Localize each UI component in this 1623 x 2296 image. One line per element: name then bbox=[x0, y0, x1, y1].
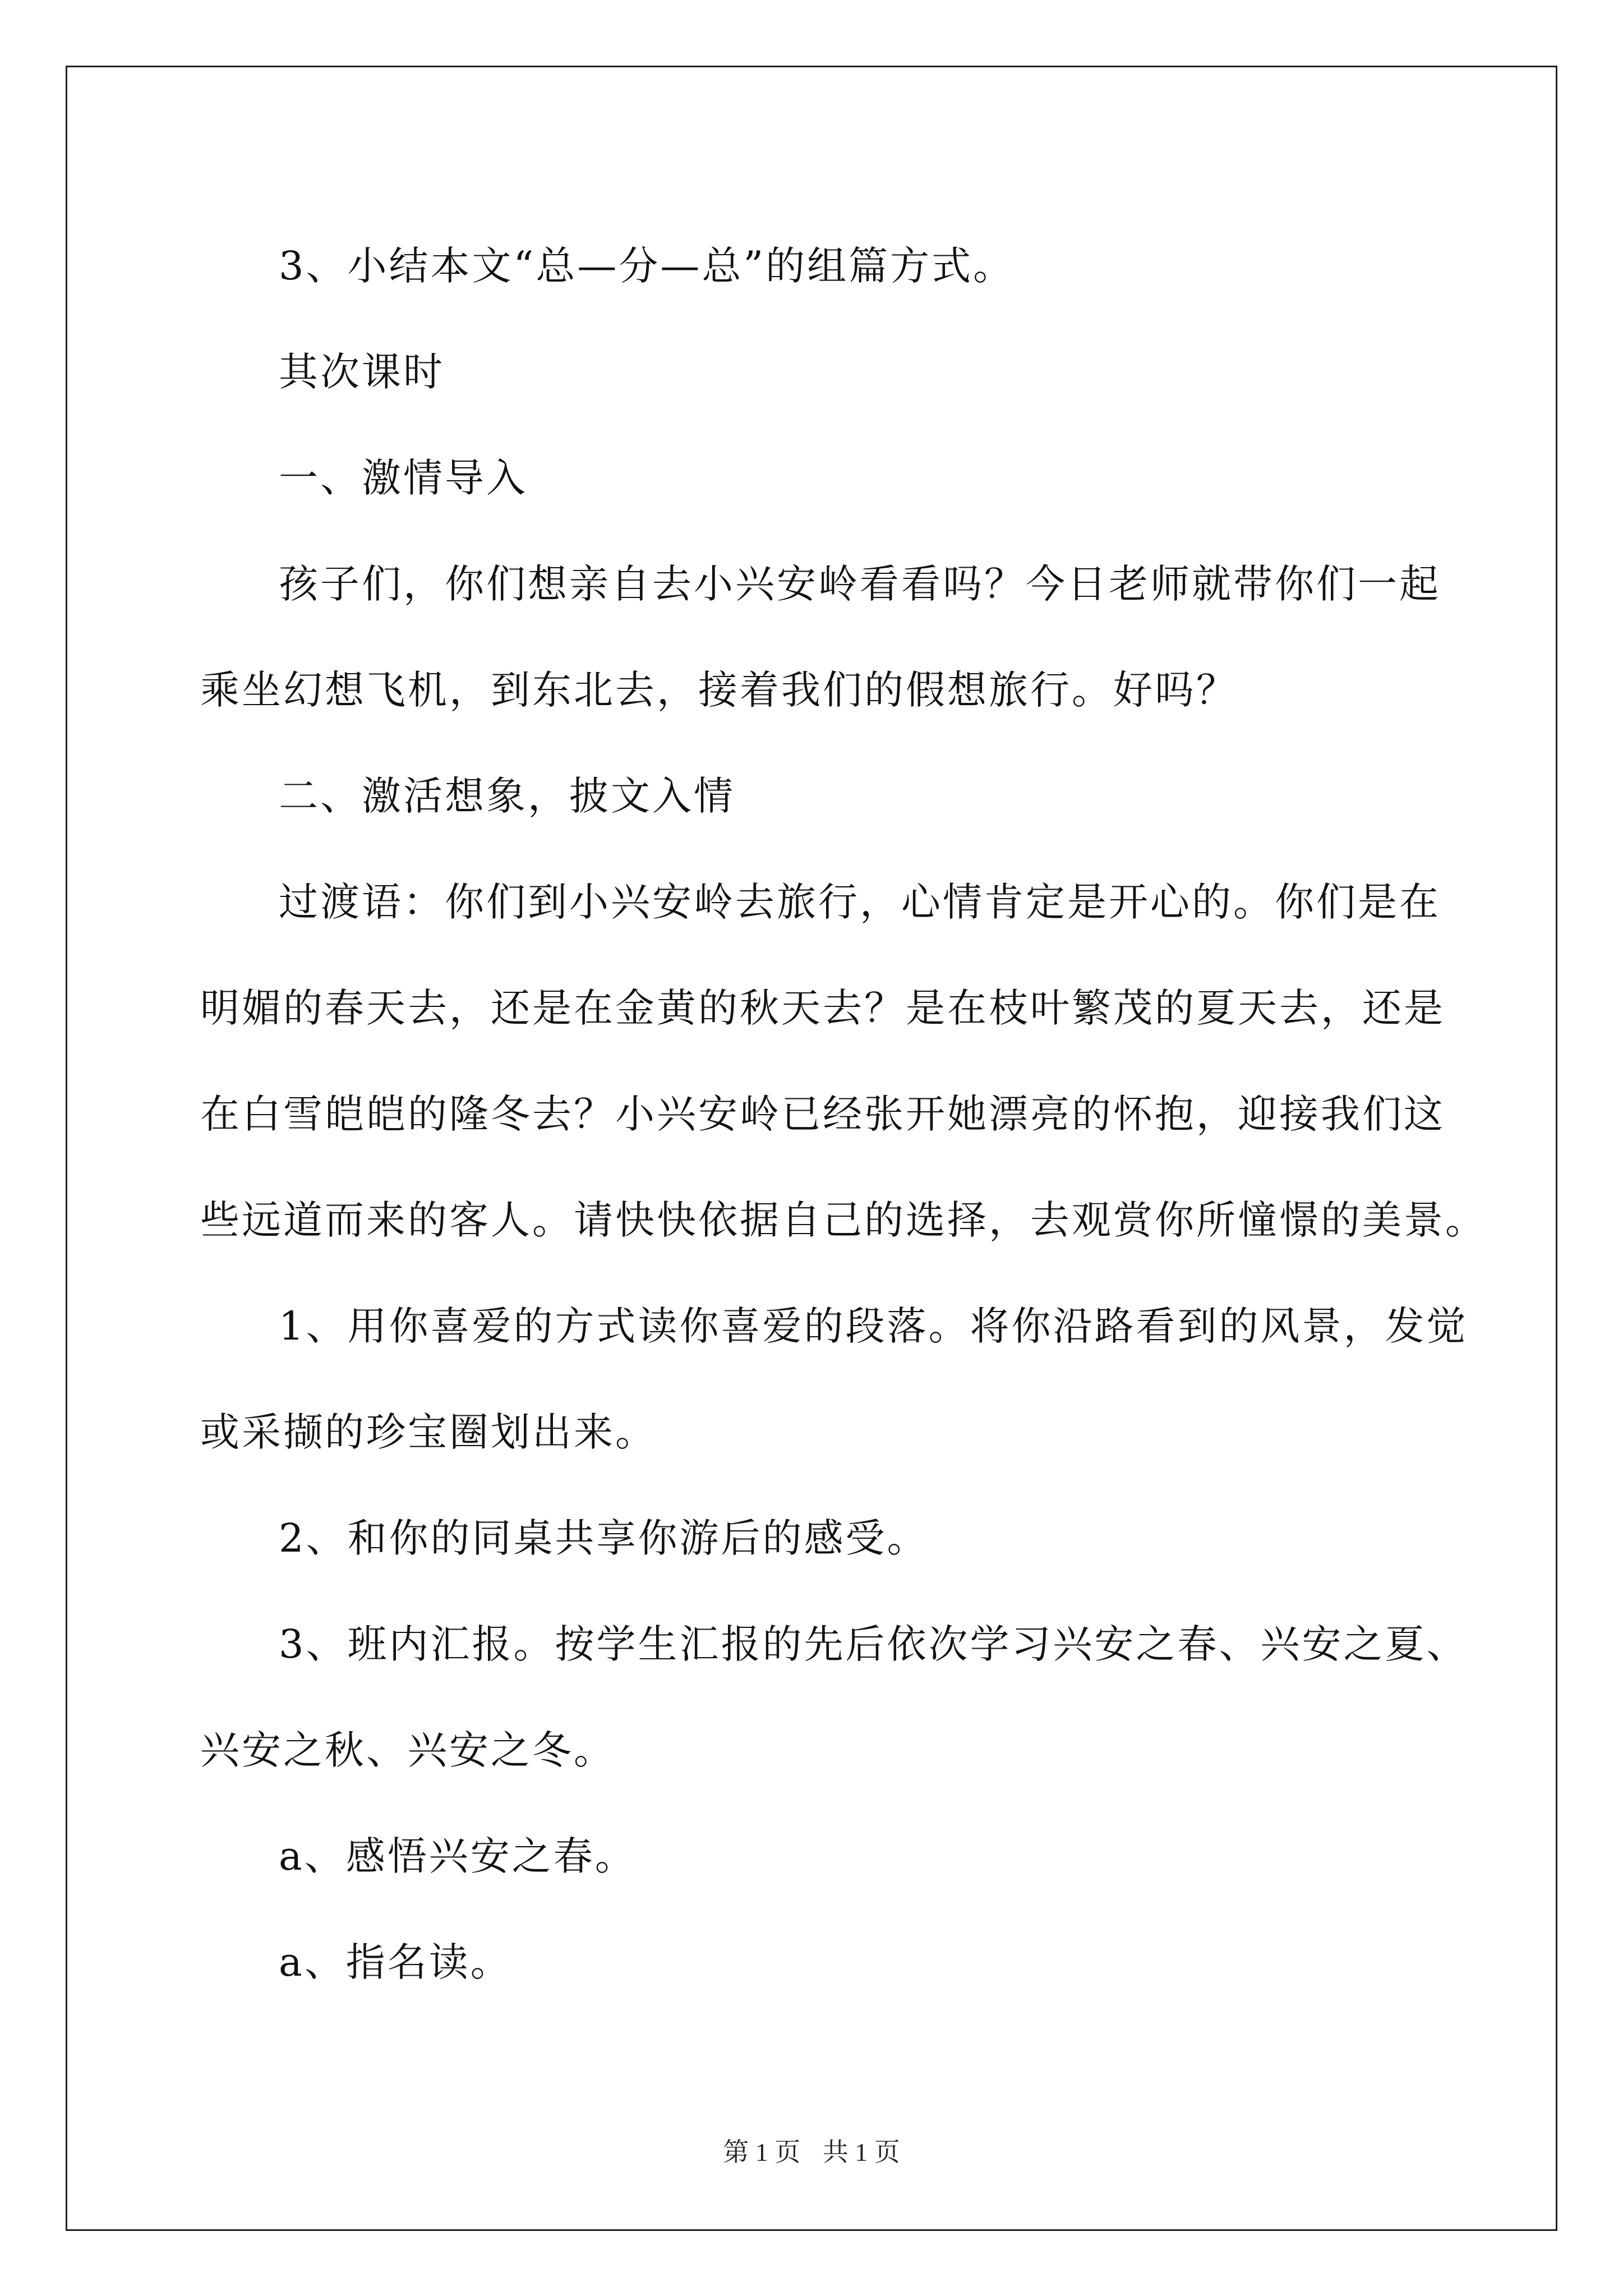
text-line: 明媚的春天去，还是在金黄的秋天去？是在枝叶繁茂的夏天去，还是 bbox=[200, 985, 1445, 1031]
paragraph bbox=[200, 1803, 1423, 1910]
text-line: 或采撷的珍宝圈划出来。 bbox=[200, 1409, 657, 1455]
text-line: 1、用你喜爱的方式读你喜爱的段落。将你沿路看到的风景，发觉 bbox=[279, 1303, 1468, 1349]
text-line: a、感悟兴安之春。 bbox=[279, 1833, 637, 1879]
document-body bbox=[200, 213, 1487, 2016]
text-line: 其次课时 bbox=[279, 349, 445, 395]
text-line: 2、和你的同桌共享你游后的感受。 bbox=[279, 1515, 929, 1561]
paragraph bbox=[200, 1485, 1423, 1591]
paragraph bbox=[200, 213, 1423, 319]
paragraph bbox=[200, 1591, 1468, 1803]
section-heading bbox=[200, 743, 1423, 849]
text-line: 一、激情导入 bbox=[279, 455, 528, 501]
paragraph bbox=[200, 531, 1441, 743]
text-line: 过渡语：你们到小兴安岭去旅行，心情肯定是开心的。你们是在 bbox=[279, 879, 1441, 925]
text-line: 兴安之秋、兴安之冬。 bbox=[200, 1727, 615, 1773]
text-line: 3、小结本文“总—分—总”的组篇方式。 bbox=[279, 243, 1015, 289]
paragraph bbox=[200, 1910, 1423, 2016]
page-footer bbox=[0, 2132, 1623, 2169]
text-line: 孩子们，你们想亲自去小兴安岭看看吗？今日老师就带你们一起 bbox=[279, 561, 1441, 607]
page-total: 共 1 页 bbox=[822, 2138, 900, 2166]
text-line: a、指名读。 bbox=[279, 1939, 512, 1985]
section-heading bbox=[200, 425, 1423, 531]
text-line: 在白雪皑皑的隆冬去？小兴安岭已经张开她漂亮的怀抱，迎接我们这 bbox=[200, 1091, 1445, 1137]
text-line: 些远道而来的客人。请快快依据自己的选择，去观赏你所憧憬的美景。 bbox=[200, 1197, 1487, 1243]
page-number: 第 1 页 bbox=[723, 2138, 801, 2166]
text-line: 3、班内汇报。按学生汇报的先后依次学习兴安之春、兴安之夏、 bbox=[279, 1621, 1468, 1667]
paragraph bbox=[200, 849, 1487, 1273]
paragraph bbox=[200, 1273, 1468, 1485]
text-line: 乘坐幻想飞机，到东北去，接着我们的假想旅行。好吗？ bbox=[200, 667, 1238, 713]
section-heading bbox=[200, 319, 1423, 425]
text-line: 二、激活想象，披文入情 bbox=[279, 773, 735, 819]
